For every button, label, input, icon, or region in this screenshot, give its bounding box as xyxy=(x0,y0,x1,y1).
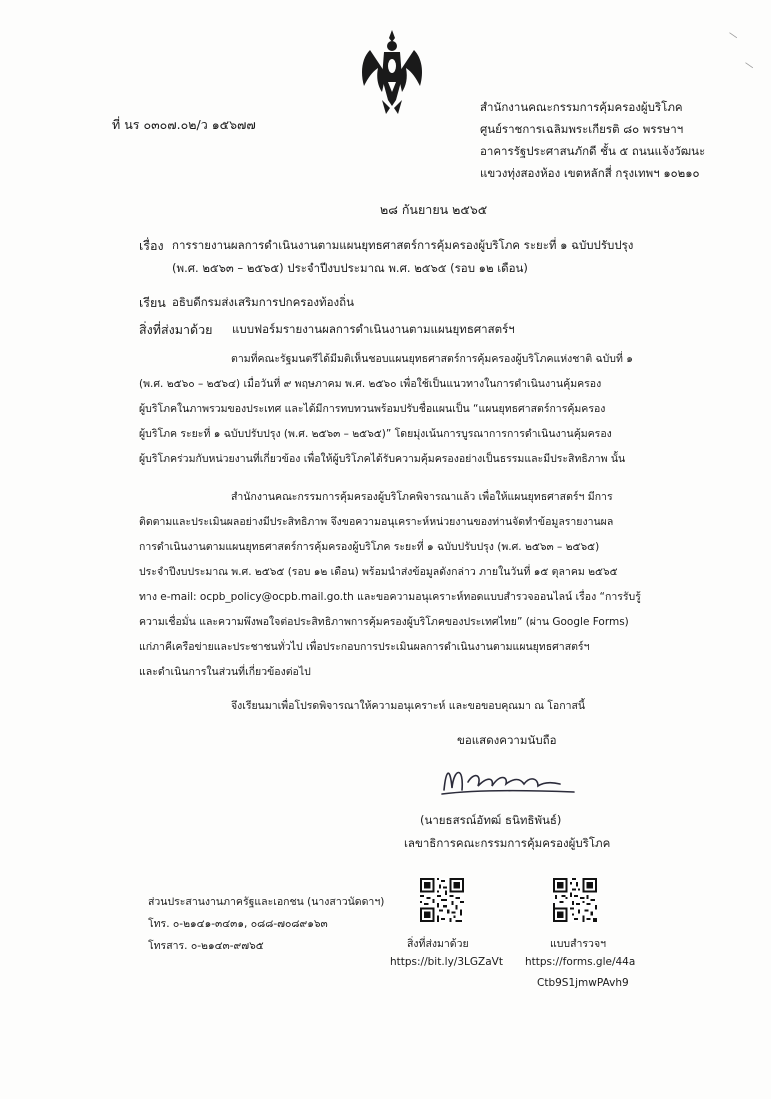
garuda-emblem-icon xyxy=(356,28,428,118)
para2-line: ความเชื่อมั่น และความพึงพอใจต่อประสิทธิภาพการคุ้มครองผู้บริโภคของประเทศไทย” (ผ่าน Google Forms) xyxy=(139,616,629,628)
contact-line: โทร. ๐-๒๑๔๑-๓๔๓๑, ๐๘๘-๗๐๘๙๑๖๓ xyxy=(148,918,328,930)
qr1-label: สิ่งที่ส่งมาด้วย xyxy=(407,938,469,950)
para3-line: จึงเรียนมาเพื่อโปรดพิจารณาให้ความอนุเคราะห์ และขอขอบคุณมา ณ โอกาสนี้ xyxy=(231,700,586,712)
enclosure-label: สิ่งที่ส่งมาด้วย xyxy=(139,322,213,337)
subject-label: เรื่อง xyxy=(139,238,164,253)
para1-line: ผู้บริโภคร่วมกับหน่วยงานที่เกี่ยวข้อง เพื่อให้ผู้บริโภคได้รับความคุ้มครองอย่างเป็นธรรมและมีประสิทธิภาพ นั้น xyxy=(139,453,626,465)
subject-line: การรายงานผลการดำเนินงานตามแผนยุทธศาสตร์การคุ้มครองผู้บริโภค ระยะที่ ๑ ฉบับปรับปรุง xyxy=(172,238,634,252)
office-line: แขวงทุ่งสองห้อง เขตหลักสี่ กรุงเทพฯ ๑๐๒๑๐ xyxy=(480,166,700,180)
scan-mark: — xyxy=(725,28,741,43)
office-line: อาคารรัฐประศาสนภักดี ชั้น ๕ ถนนแจ้งวัฒนะ xyxy=(480,144,706,158)
contact-line: โทรสาร. ๐-๒๑๔๓-๙๗๖๕ xyxy=(148,940,264,952)
letter-date: ๒๘ กันยายน ๒๕๖๕ xyxy=(380,202,488,217)
enclosure-value: แบบฟอร์มรายงานผลการดำเนินงานตามแผนยุทธศาสตร์ฯ xyxy=(232,322,515,336)
qr2-url[interactable]: https://forms.gle/44a xyxy=(525,956,636,968)
office-line: ศูนย์ราชการเฉลิมพระเกียรติ ๘๐ พรรษาฯ xyxy=(480,122,684,136)
closing-regards: ขอแสดงความนับถือ xyxy=(457,733,557,747)
recipient-value: อธิบดีกรมส่งเสริมการปกครองท้องถิ่น xyxy=(172,295,354,309)
para1-line: (พ.ศ. ๒๕๖๐ – ๒๕๖๔) เมื่อวันที่ ๙ พฤษภาคม พ.ศ. ๒๕๖๐ เพื่อใช้เป็นแนวทางในการดำเนินงานคุ้มครอง xyxy=(139,378,602,390)
signer-title: เลขาธิการคณะกรรมการคุ้มครองผู้บริโภค xyxy=(404,836,611,850)
para1-line: ผู้บริโภค ระยะที่ ๑ ฉบับปรับปรุง (พ.ศ. ๒๕๖๓ – ๒๕๖๕)” โดยมุ่งเน้นการบูรณาการการดำเนินงานคุ้มครอง xyxy=(139,428,612,440)
scan-mark: — xyxy=(741,58,757,73)
qr-code-icon[interactable] xyxy=(553,878,597,922)
para2-line: ติดตามและประเมินผลอย่างมีประสิทธิภาพ จึงขอความอนุเคราะห์หน่วยงานของท่านจัดทำข้อมูลรายงานผล xyxy=(139,516,614,528)
signer-name: (นายธสรณ์อัทฒ์ ธนิทธิพันธ์) xyxy=(420,813,562,827)
qr-code-icon[interactable] xyxy=(420,878,464,922)
para1-line: ผู้บริโภคในภาพรวมของประเทศ และได้มีการทบทวนพร้อมปรับชื่อแผนเป็น “แผนยุทธศาสตร์การคุ้มครอง xyxy=(139,403,606,415)
para2-line: ทาง e-mail: ocpb_policy@ocpb.mail.go.th และขอความอนุเคราะห์ทอดแบบสำรวจออนไลน์ เรื่อง “การรับรู้ xyxy=(139,591,641,603)
para2-line: การดำเนินงานตามแผนยุทธศาสตร์การคุ้มครองผู้บริโภค ระยะที่ ๑ ฉบับปรับปรุง (พ.ศ. ๒๕๖๓ – ๒๕๖๕) xyxy=(139,541,600,553)
contact-line: ส่วนประสานงานภาครัฐและเอกชน (นางสาวนัดดาฯ) xyxy=(148,896,385,908)
para2-line: และดำเนินการในส่วนที่เกี่ยวข้องต่อไป xyxy=(139,666,311,678)
qr2-label: แบบสำรวจฯ xyxy=(550,938,606,950)
para2-line: ประจำปีงบประมาณ พ.ศ. ๒๕๖๕ (รอบ ๑๒ เดือน) พร้อมนำส่งข้อมูลดังกล่าว ภายในวันที่ ๑๕ ตุลาคม ๒๕๖๕ xyxy=(139,566,618,578)
qr2-url[interactable]: Ctb9S1jmwPAvh9 xyxy=(537,977,629,989)
qr1-url[interactable]: https://bit.ly/3LGZaVt xyxy=(390,956,503,968)
para2-line: แก่ภาคีเครือข่ายและประชาชนทั่วไป เพื่อประกอบการประเมินผลการดำเนินงานตามแผนยุทธศาสตร์ฯ xyxy=(139,641,590,653)
signature-icon xyxy=(434,760,584,798)
office-line: สำนักงานคณะกรรมการคุ้มครองผู้บริโภค xyxy=(480,100,683,114)
para2-line: สำนักงานคณะกรรมการคุ้มครองผู้บริโภคพิจารณาแล้ว เพื่อให้แผนยุทธศาสตร์ฯ มีการ xyxy=(231,491,613,503)
recipient-label: เรียน xyxy=(139,295,166,310)
doc-number: ที่ นร ๐๓๐๗.๐๒/ว ๑๕๖๗๗ xyxy=(112,117,256,132)
para1-line: ตามที่คณะรัฐมนตรีได้มีมติเห็นชอบแผนยุทธศาสตร์การคุ้มครองผู้บริโภคแห่งชาติ ฉบับที่ ๑ xyxy=(231,353,633,365)
subject-line: (พ.ศ. ๒๕๖๓ – ๒๕๖๕) ประจำปีงบประมาณ พ.ศ. ๒๕๖๕ (รอบ ๑๒ เดือน) xyxy=(172,261,528,275)
